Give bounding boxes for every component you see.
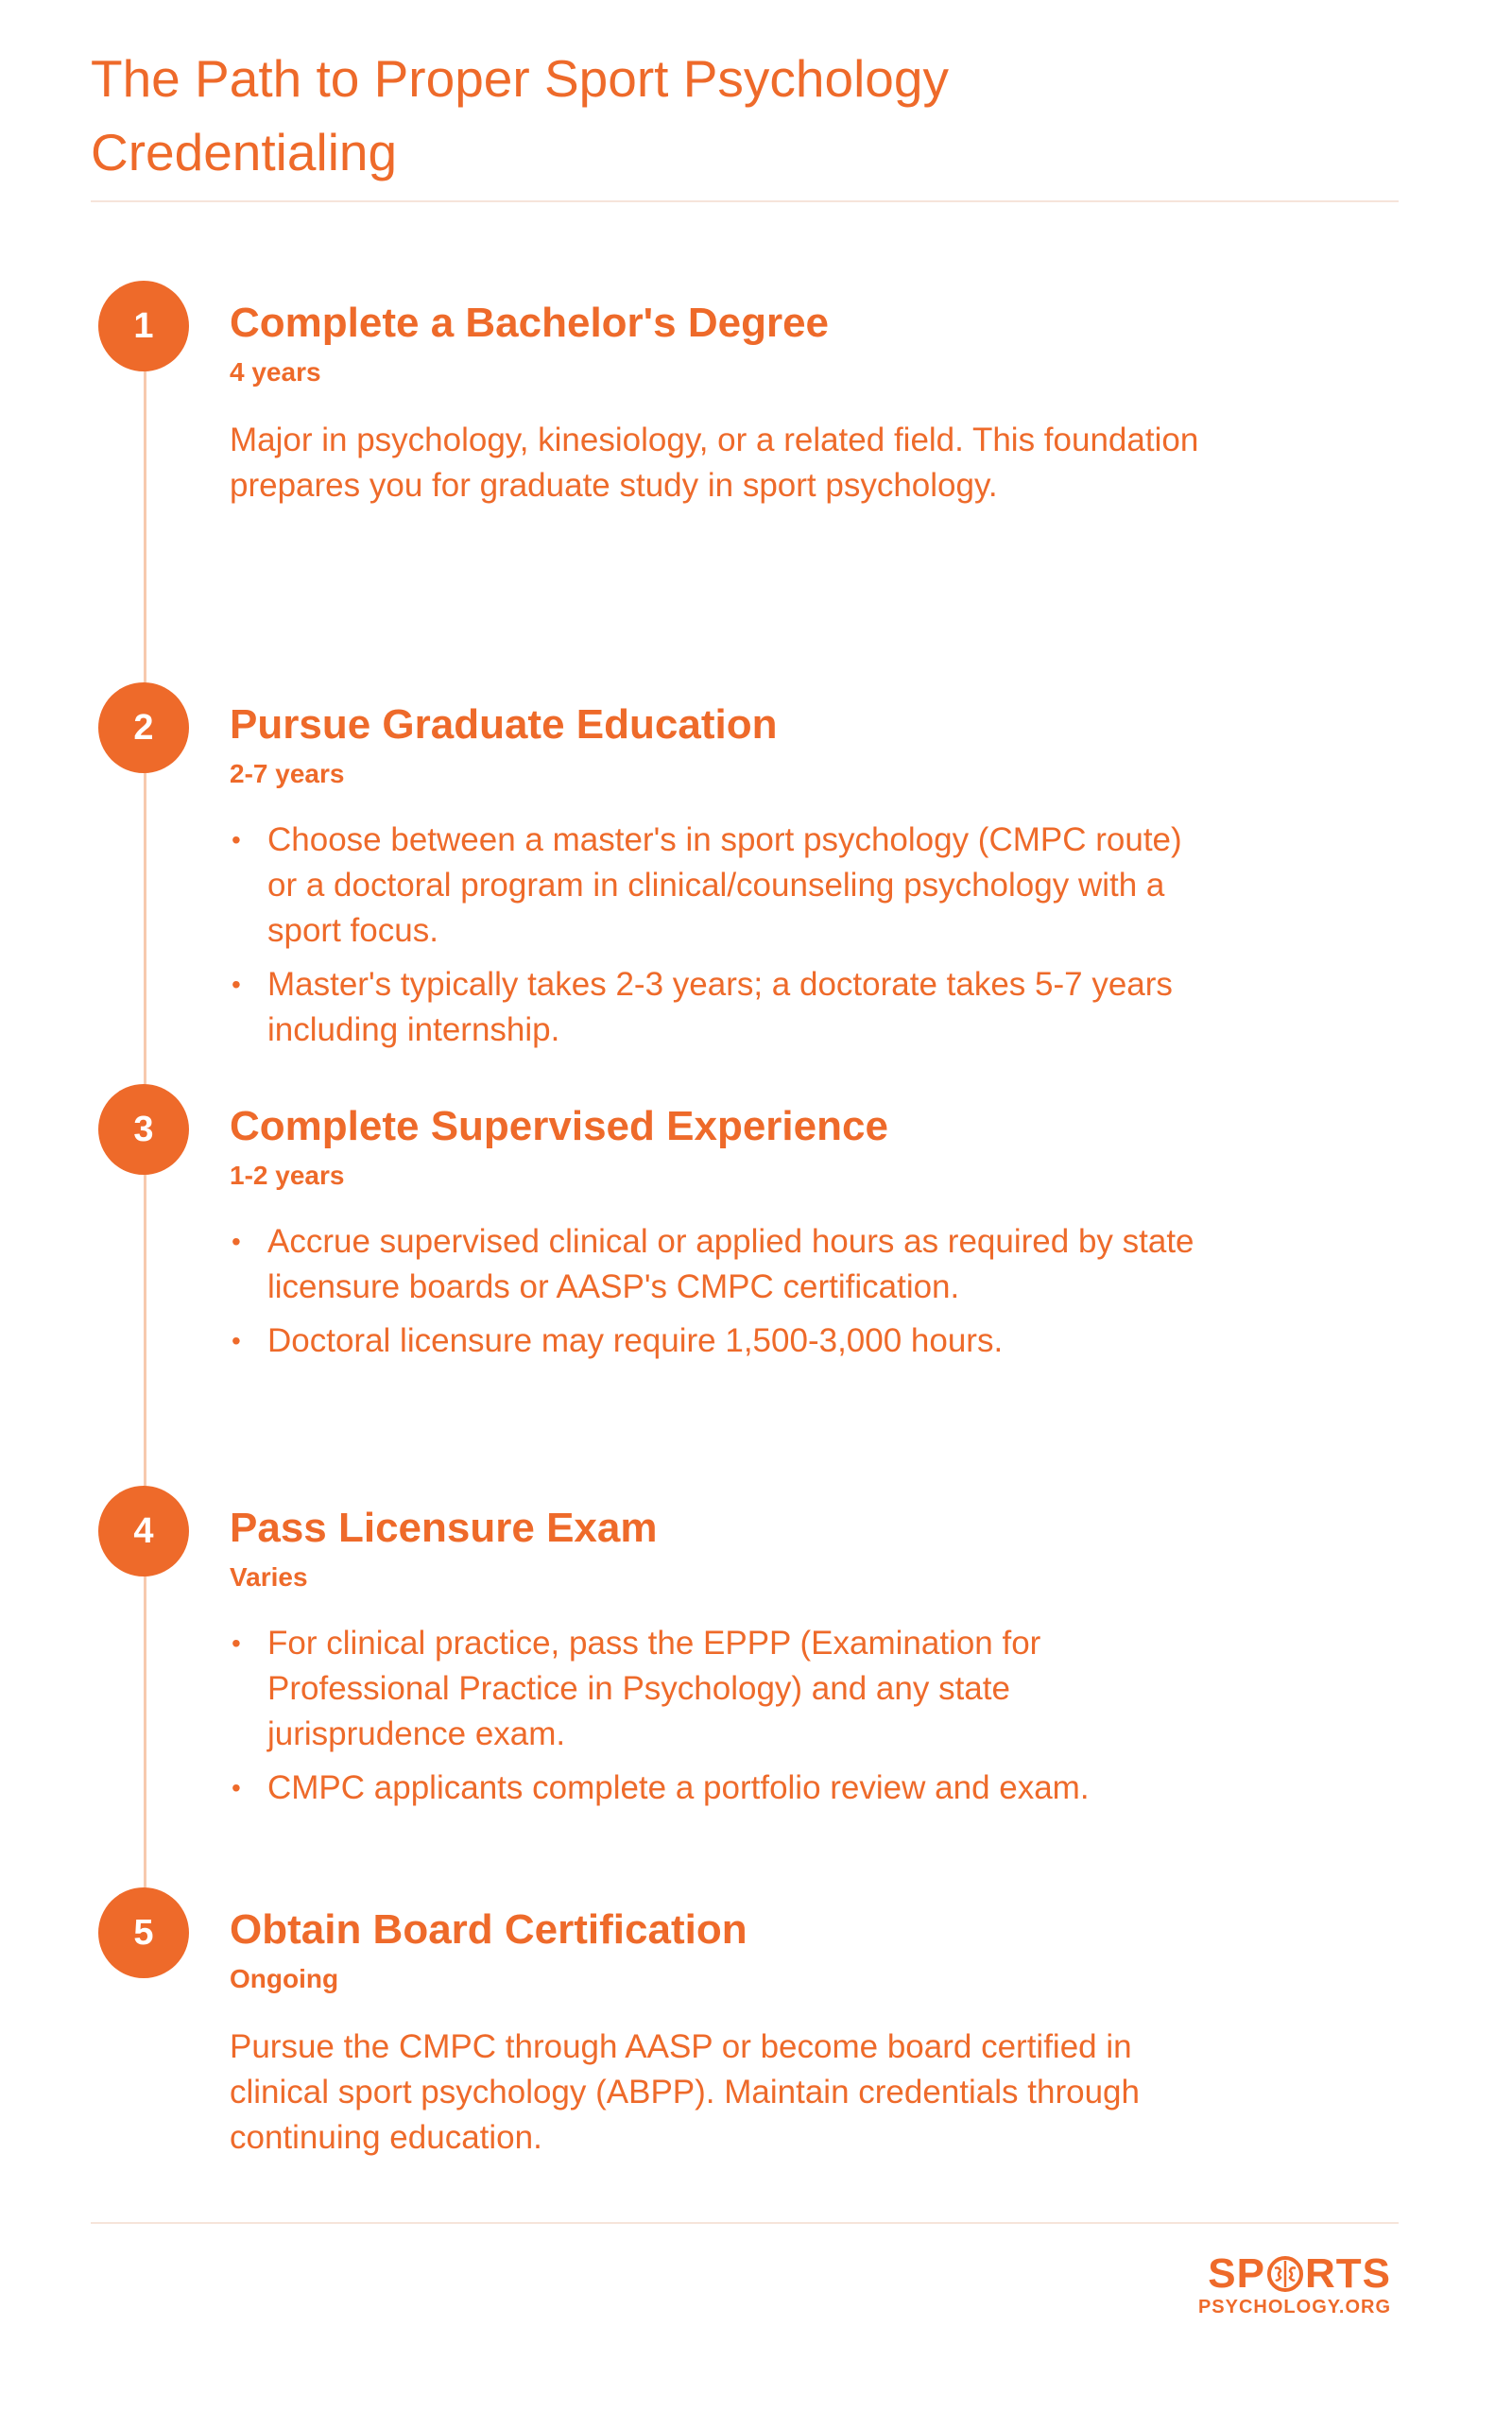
step-content — [230, 1904, 1288, 2161]
step-number-badge: 4 — [98, 1486, 189, 1576]
step-bullet-list — [230, 818, 1212, 1053]
header-divider — [91, 200, 1399, 202]
step-title: Pass Licensure Exam — [230, 1505, 658, 1551]
step-number-badge: 3 — [98, 1084, 189, 1175]
bullet-item: • Doctoral licensure may require 1,500-3,000 hours. — [230, 1318, 1212, 1364]
step-duration: Ongoing — [230, 1964, 339, 1993]
step-content — [230, 698, 1288, 1061]
brain-icon — [1266, 2255, 1304, 2293]
step-bullet-list — [230, 1219, 1212, 1364]
bullet-item: • For clinical practice, pass the EPPP (Examination for Professional Practice in Psychology) and any state jurisprudence exam. — [230, 1621, 1212, 1757]
step-title: Complete Supervised Experience — [230, 1103, 888, 1149]
step-content — [230, 1100, 1288, 1372]
page-title: The Path to Proper Sport Psychology Credentialing — [91, 49, 949, 181]
step-number-badge: 5 — [98, 1887, 189, 1978]
step-content — [230, 1502, 1288, 1819]
bullet-item: • Accrue supervised clinical or applied hours as required by state licensure boards or AASP's CMPC certification. — [230, 1219, 1212, 1310]
logo-word-end: RTS — [1305, 2250, 1391, 2297]
step-duration: 2-7 years — [230, 759, 345, 788]
logo-wordmark — [1198, 2251, 1391, 2297]
step-duration: 1-2 years — [230, 1161, 345, 1190]
step-number-badge: 1 — [98, 281, 189, 371]
step-duration: 4 years — [230, 357, 321, 387]
step-description: Pursue the CMPC through AASP or become board certified in clinical sport psychology (ABPP). Maintain credentials through continuing education. — [230, 2028, 1140, 2156]
step-title: Pursue Graduate Education — [230, 701, 778, 748]
bullet-item: • CMPC applicants complete a portfolio review and exam. — [230, 1766, 1212, 1811]
logo-subtitle: PSYCHOLOGY.ORG — [1197, 2297, 1391, 2317]
footer-divider — [91, 2222, 1399, 2224]
logo-word-start: SP — [1208, 2250, 1265, 2297]
step-title: Complete a Bachelor's Degree — [230, 300, 830, 346]
step-description: Major in psychology, kinesiology, or a related field. This foundation prepares you for graduate study in sport psychology. — [230, 422, 1199, 504]
bullet-item: • Master's typically takes 2-3 years; a doctorate takes 5-7 years including internship. — [230, 962, 1212, 1053]
step-duration: Varies — [230, 1562, 308, 1592]
step-content — [230, 297, 1288, 508]
sportspsychology-logo — [1198, 2251, 1391, 2317]
step-bullet-list — [230, 1621, 1212, 1811]
bullet-item: • Choose between a master's in sport psychology (CMPC route) or a doctoral program in clinical/counseling psychology with a sport focus. — [230, 818, 1212, 954]
step-title: Obtain Board Certification — [230, 1906, 747, 1953]
step-number-badge: 2 — [98, 682, 189, 773]
